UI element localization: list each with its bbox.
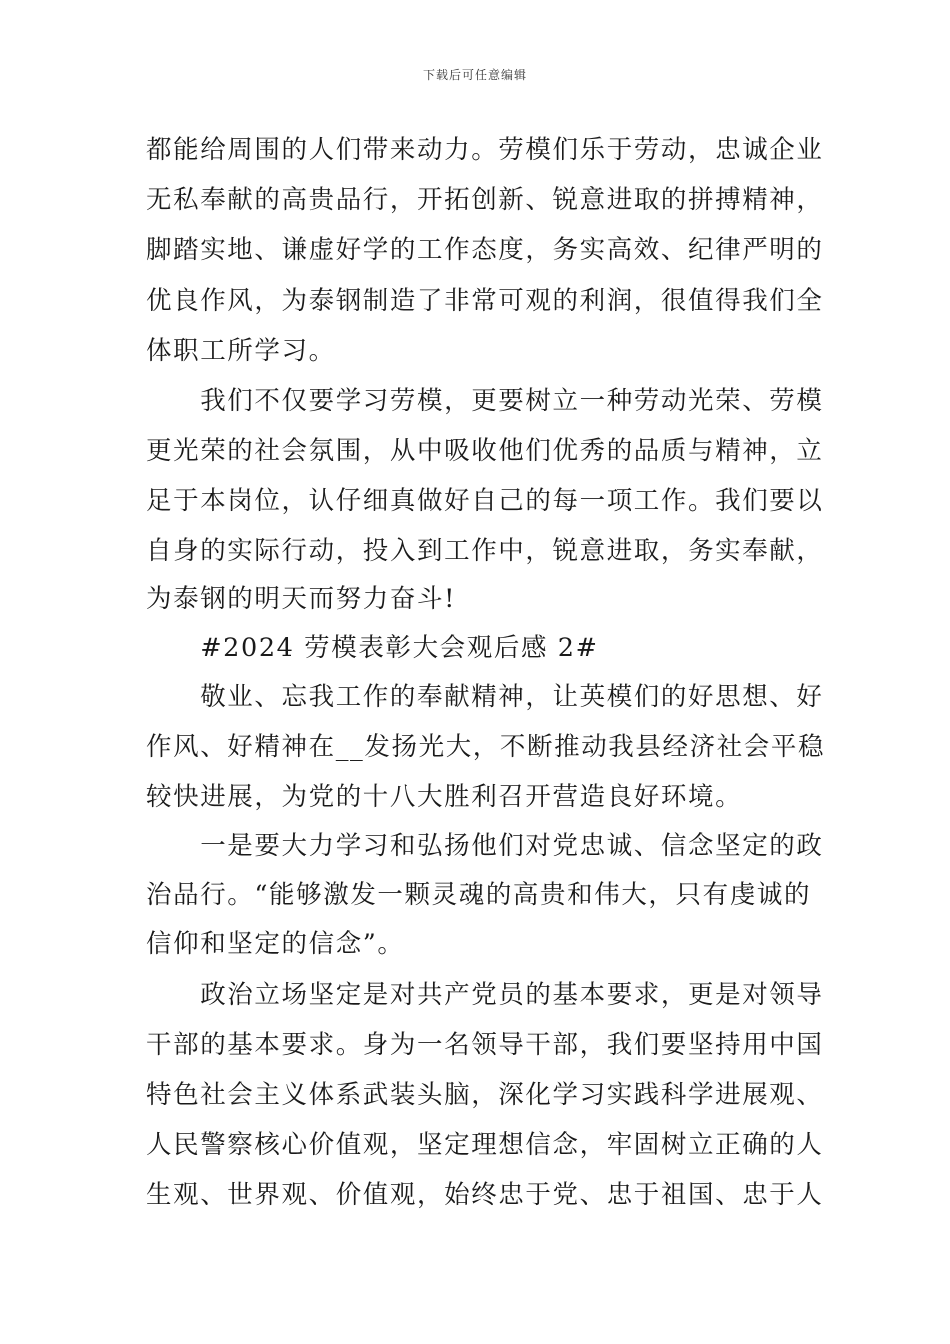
section-heading: #2024 劳模表彰大会观后感 2# xyxy=(146,633,599,663)
text-line: 一是要大力学习和弘扬他们对党忠诚、信念坚定的政 xyxy=(146,831,824,861)
text-line: 敬业、忘我工作的奉献精神，让英模们的好思想、好 xyxy=(146,682,824,712)
text-line: 治品行。“能够激发一颗灵魂的高贵和伟大，只有虔诚的 xyxy=(146,880,812,910)
text-line: 作风、好精神在__发扬光大，不断推动我县经济社会平稳 xyxy=(146,732,826,762)
text-line: 生观、世界观、价值观，始终忠于党、忠于祖国、忠于人 xyxy=(146,1180,824,1210)
text-line: 自身的实际行动，投入到工作中，锐意进取，务实奉献， xyxy=(146,536,824,566)
text-line: 为泰钢的明天而努力奋斗! xyxy=(146,584,456,614)
text-line: 人民警察核心价值观，坚定理想信念，牢固树立正确的人 xyxy=(146,1130,824,1160)
text-line: 足于本岗位，认仔细真做好自己的每一项工作。我们要以 xyxy=(146,486,824,516)
text-line: 优良作风，为泰钢制造了非常可观的利润，很值得我们全 xyxy=(146,286,824,316)
text-line: 较快进展，为党的十八大胜利召开营造良好环境。 xyxy=(146,782,743,812)
text-line: 特色社会主义体系武装头脑，深化学习实践科学进展观、 xyxy=(146,1080,824,1110)
text-line: 体职工所学习。 xyxy=(146,336,336,366)
text-line: 信仰和坚定的信念”。 xyxy=(146,929,405,959)
text-line: 我们不仅要学习劳模，更要树立一种劳动光荣、劳模 xyxy=(146,386,824,416)
text-line: 无私奉献的高贵品行，开拓创新、锐意进取的拼搏精神， xyxy=(146,185,824,215)
text-line: 更光荣的社会氛围，从中吸收他们优秀的品质与精神，立 xyxy=(146,436,824,466)
text-line: 干部的基本要求。身为一名领导干部，我们要坚持用中国 xyxy=(146,1030,824,1060)
text-line: 政治立场坚定是对共产党员的基本要求，更是对领导 xyxy=(146,980,824,1010)
text-line: 脚踏实地、谦虚好学的工作态度，务实高效、纪律严明的 xyxy=(146,235,824,265)
text-line: 都能给周围的人们带来动力。劳模们乐于劳动，忠诚企业 xyxy=(146,135,824,165)
page-header: 下载后可任意编辑 xyxy=(422,68,527,82)
